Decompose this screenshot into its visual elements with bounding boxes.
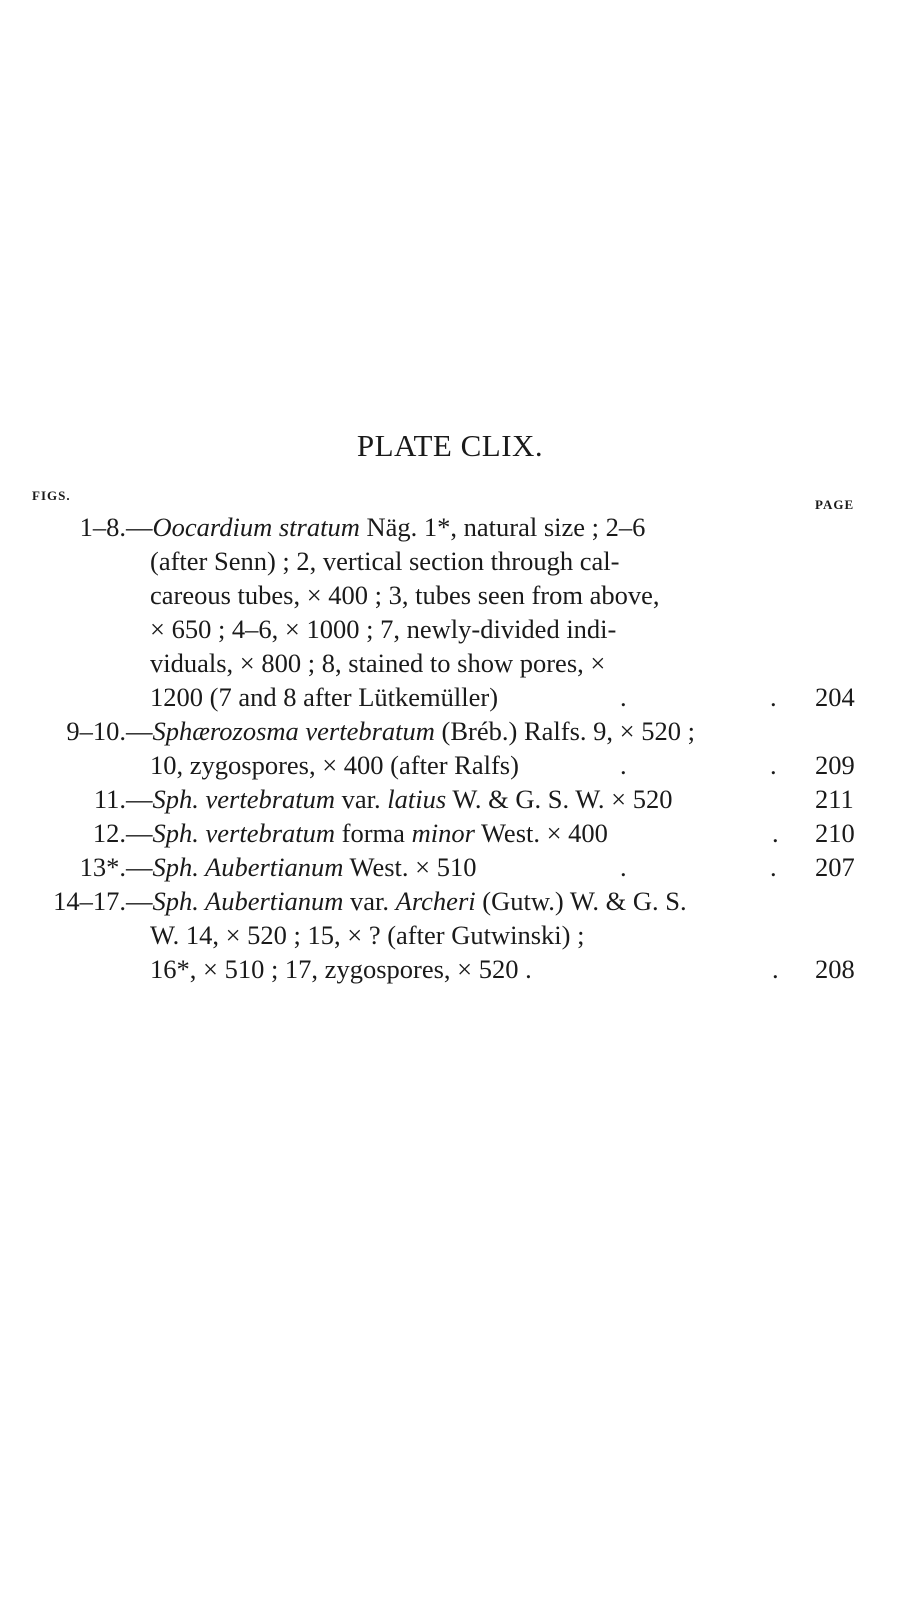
- entry-line: [0, 952, 900, 986]
- entry-line: [0, 748, 900, 782]
- figure-number: 9–10.: [66, 716, 126, 746]
- entry-text: (after Senn) ; 2, vertical section through cal-: [150, 546, 620, 576]
- entry-line: [0, 680, 900, 714]
- leader-dot: .: [772, 954, 779, 984]
- entry-line: [0, 578, 900, 612]
- page-number: 211: [815, 784, 854, 814]
- page-number: 208: [815, 954, 855, 984]
- leader-dot: .: [620, 682, 627, 712]
- figure-number: 11.: [93, 784, 126, 814]
- plate-entry: [0, 884, 900, 986]
- entry-line: [0, 884, 900, 918]
- leader-dot: .: [772, 818, 779, 848]
- entry-text: —Sph. Aubertianum West. × 510: [126, 852, 477, 882]
- entry-text: —Sphærozosma vertebratum (Bréb.) Ralfs. 9, × 520 ;: [126, 716, 695, 746]
- entry-text: × 650 ; 4–6, × 1000 ; 7, newly-divided indi-: [150, 614, 617, 644]
- entry-text: —Sph. Aubertianum var. Archeri (Gutw.) W. & G. S.: [126, 886, 687, 916]
- page-number: 209: [815, 750, 855, 780]
- entry-line: [0, 544, 900, 578]
- plate-title: PLATE CLIX.: [356, 428, 544, 463]
- plate-entry: [0, 816, 900, 850]
- entry-text: 16*, × 510 ; 17, zygospores, × 520 .: [150, 954, 532, 984]
- entry-text: W. 14, × 520 ; 15, × ? (after Gutwinski) ;: [150, 920, 585, 950]
- plate-entry: [0, 714, 900, 782]
- figure-number: 1–8.: [79, 512, 126, 542]
- entry-text: —Oocardium stratum Näg. 1*, natural size ; 2–6: [126, 512, 646, 542]
- leader-dot: .: [620, 852, 627, 882]
- entry-line: [0, 510, 900, 544]
- page-number: 207: [815, 852, 855, 882]
- entry-line: [0, 612, 900, 646]
- figure-number: 13*.: [79, 852, 126, 882]
- page-number: 210: [815, 818, 855, 848]
- plate-entry: [0, 782, 900, 816]
- leader-dot: .: [770, 750, 777, 780]
- entry-line: [0, 714, 900, 748]
- leader-dot: .: [770, 682, 777, 712]
- entry-text: —Sph. vertebratum var. latius W. & G. S. W. × 520: [126, 784, 673, 814]
- figure-number: 12.: [92, 818, 126, 848]
- plate-entry: [0, 510, 900, 714]
- leader-dot: .: [770, 852, 777, 882]
- entry-line: [0, 646, 900, 680]
- entry-line: [0, 918, 900, 952]
- page-column-label: PAGE: [815, 497, 855, 512]
- entry-text: careous tubes, × 400 ; 3, tubes seen from above,: [150, 580, 660, 610]
- entry-text: viduals, × 800 ; 8, stained to show pores, ×: [150, 648, 606, 678]
- page-number: 204: [815, 682, 855, 712]
- entry-text: 10, zygospores, × 400 (after Ralfs): [150, 750, 519, 780]
- entry-line: [0, 816, 900, 850]
- entry-text: —Sph. vertebratum forma minor West. × 400: [126, 818, 608, 848]
- plate-entries: [0, 510, 900, 986]
- entry-line: [0, 782, 900, 816]
- entry-line: [0, 850, 900, 884]
- figure-number: 14–17.: [53, 886, 126, 916]
- leader-dot: .: [620, 750, 627, 780]
- plate-entry: [0, 850, 900, 884]
- entry-text: 1200 (7 and 8 after Lütkemüller): [150, 682, 499, 712]
- figs-column-label: FIGS.: [32, 488, 71, 503]
